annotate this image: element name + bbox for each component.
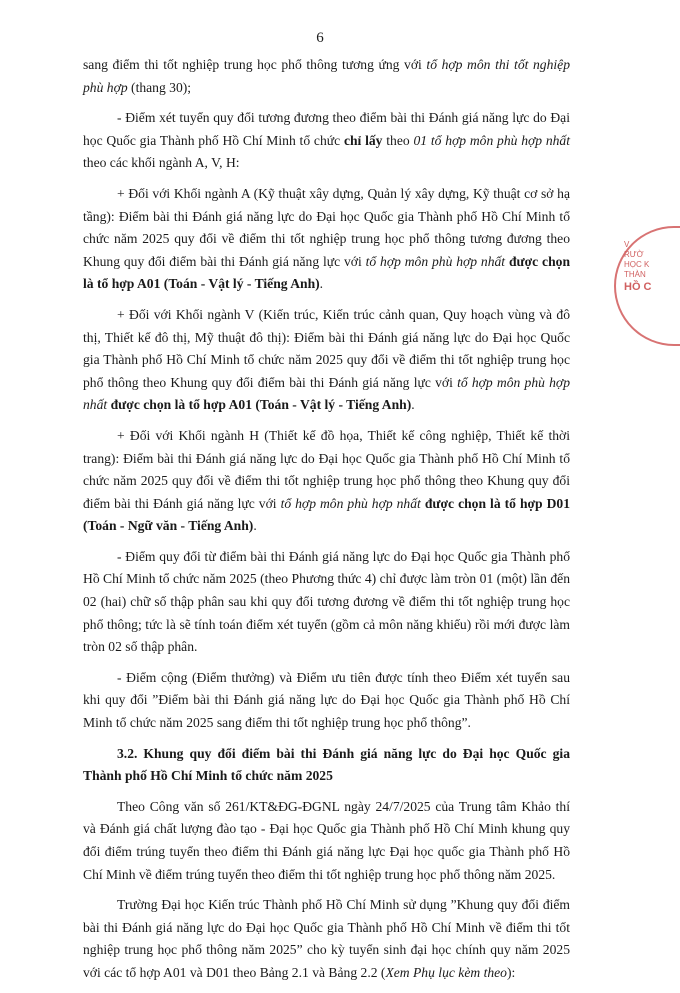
seal-line: HỌC K (624, 260, 650, 269)
document-body (83, 54, 570, 993)
seal-line: THÀN (624, 270, 646, 279)
seal-line: RƯỜ (624, 250, 644, 259)
official-seal (614, 226, 680, 346)
paragraph-continuation: sang điểm thi tốt nghiệp trung học phổ thông tương ứng với tổ hợp môn thi tốt nghiệp phù hợp (thang 30); (83, 57, 570, 95)
paragraph-bonus-points: - Điểm cộng (Điểm thưởng) và Điểm ưu tiên được tính theo Điểm xét tuyển sau khi quy đổi ”Điểm bài thi Đánh giá năng lực do Đại học Quốc gia Thành phố Hồ Chí Minh tổ chức năm 2025 sang điểm thi tốt nghiệp trung học phổ thông”. (83, 669, 570, 731)
paragraph-group-a: + Đối với Khối ngành A (Kỹ thuật xây dựng, Quản lý xây dựng, Kỹ thuật cơ sở hạ tầng): Điểm bài thi Đánh giá năng lực do Đại học Quốc gia Thành phố Hồ Chí Minh tổ chức năm 2025 quy đổi về điểm thi tốt nghiệp trung học phổ thông tương đương theo Khung quy đổi điểm bài thi Đánh giá năng lực với tổ hợp môn phù hợp nhất được chọn là tổ hợp A01 (Toán - Vật lý - Tiếng Anh). (83, 185, 571, 292)
paragraph-group-v: + Đối với Khối ngành V (Kiến trúc, Kiến trúc cảnh quan, Quy hoạch vùng và đô thị, Thiết kế đô thị, Mỹ thuật đô thị): Điểm bài thi Đánh giá năng lực do Đại học Quốc gia Thành phố Hồ Chí Minh tổ chức năm 2025 quy đổi về điểm thi tốt nghiệp trung học phổ thông theo Khung quy đổi điểm bài thi Đánh giá năng lực với tổ hợp môn phù hợp nhất được chọn là tổ hợp A01 (Toán - Vật lý - Tiếng Anh). (83, 306, 570, 413)
seal-line: V (624, 240, 630, 249)
seal-line: HỒ C (624, 281, 652, 293)
page-number: 6 (316, 30, 324, 46)
paragraph-conversion-rule: - Điểm xét tuyển quy đổi tương đương theo điểm bài thi Đánh giá năng lực do Đại học Quốc gia Thành phố Hồ Chí Minh tổ chức chỉ lấy theo 01 tổ hợp môn phù hợp nhất theo các khối ngành A, V, H: (83, 110, 571, 171)
paragraph-rounding: - Điểm quy đổi từ điểm bài thi Đánh giá năng lực do Đại học Quốc gia Thành phố Hồ Chí Minh tổ chức năm 2025 (theo Phương thức 4) chỉ được làm tròn 01 (một) lần đến 02 (hai) chữ số thập phân sau khi quy đổi tương đương về điểm thi tốt nghiệp trung học phổ thông; tức là sẽ tính toán điểm xét tuyển (gồm cả môn năng khiếu) rồi mới được làm tròn 02 số thập phân. (83, 548, 570, 655)
paragraph-official-letter: Theo Công văn số 261/KT&ĐG-ĐGNL ngày 24/7/2025 của Trung tâm Khảo thí và Đánh giá chất lượng đào tạo - Đại học Quốc gia Thành phố Hồ Chí Minh khung quy đổi điểm trúng tuyển theo điểm thi Đánh giá năng lực Đại học quốc gia Thành phố Hồ Chí Minh về điểm trúng tuyển theo điểm thi tốt nghiệp trung học phổ thông năm 2025. (83, 798, 570, 882)
paragraph-university-usage: Trường Đại học Kiến trúc Thành phố Hồ Chí Minh sử dụng ”Khung quy đổi điểm bài thi Đánh giá năng lực do Đại học Quốc gia Thành phố Hồ Chí Minh về điểm thi tốt nghiệp trung học phổ thông năm 2025” cho kỳ tuyển sinh đại học chính quy năm 2025 với các tổ hợp A01 và D01 theo Bảng 2.1 và Bảng 2.2 (Xem Phụ lục kèm theo): (83, 897, 570, 980)
section-heading: 3.2. Khung quy đổi điểm bài thi Đánh giá năng lực do Đại học Quốc gia Thành phố Hồ Chí Minh tổ chức năm 2025 (83, 745, 570, 784)
paragraph-group-h: + Đối với Khối ngành H (Thiết kế đồ họa, Thiết kế công nghiệp, Thiết kế thời trang): Điểm bài thi Đánh giá năng lực do Đại học Quốc gia Thành phố Hồ Chí Minh tổ chức năm 2025 quy đổi về điểm thi tốt nghiệp trung học phổ thông theo Khung quy đổi điểm bài thi Đánh giá năng lực với tổ hợp môn phù hợp nhất được chọn là tổ hợp D01 (Toán - Ngữ văn - Tiếng Anh). (83, 427, 570, 534)
